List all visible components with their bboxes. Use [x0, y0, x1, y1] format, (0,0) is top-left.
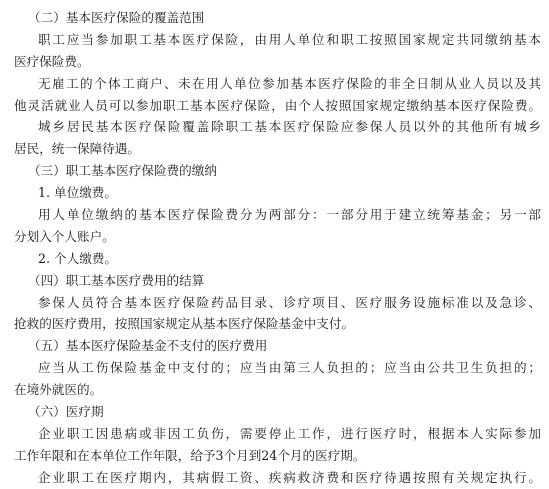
section-6-p2-line1: 企业职工在医疗期内，其病假工资、疾病救济费和医疗待遇按照有关规定执行。 [38, 469, 541, 485]
section-2-heading: （二）基本医疗保险的覆盖范围 [28, 10, 205, 25]
section-2-p1-line2: 医疗保险费。 [14, 53, 90, 69]
section-5-p1-line2: 在境外就医的。 [14, 382, 103, 398]
section-4-p1-line2: 抢救的医疗费用，按照国家规定从基本医疗保险基金中支付。 [14, 316, 355, 332]
section-4-heading: （四）职工基本医疗费用的结算 [28, 272, 205, 288]
section-3-p1-line1: 用人单位缴纳的基本医疗保险费分为两部分：一部分用于建立统筹基金；另一部 [38, 207, 541, 223]
section-5-p1-line1: 应当从工伤保险基金中支付的；应当由第三人负担的；应当由公共卫生负担的； [38, 360, 541, 376]
section-6-p1-line1: 企业职工因患病或非因工负伤，需要停止工作，进行医疗时，根据本人实际参加 [38, 425, 541, 441]
section-3-heading: （三）职工基本医疗保险费的缴纳 [28, 163, 217, 179]
section-3-sub1: 1. 单位缴费。 [38, 185, 117, 201]
section-2-p1-line1: 职工应当参加职工基本医疗保险，由用人单位和职工按照国家规定共同缴纳基本 [38, 31, 541, 47]
section-6-p1-line2: 工作年限和在本单位工作年限，给予3个月到24个月的医疗期。 [14, 447, 366, 463]
section-2-p2-line1: 无雇工的个体工商户、未在用人单位参加基本医疗保险的非全日制从业人员以及其 [38, 75, 541, 91]
section-3-p1-line2: 分划入个人账户。 [14, 228, 115, 244]
section-6-heading: （六）医疗期 [28, 404, 104, 420]
section-3-sub2: 2. 个人缴费。 [38, 250, 117, 266]
section-2-p2-line2: 他灵活就业人员可以参加职工基本医疗保险，由个人按照国家规定缴纳基本医疗保险费。 [14, 97, 541, 113]
section-2-p3-line2: 居民，统一保障待遇。 [14, 141, 140, 157]
section-2-p3-line1: 城乡居民基本医疗保险覆盖除职工基本医疗保险应参保人员以外的其他所有城乡 [38, 119, 541, 135]
section-4-p1-line1: 参保人员符合基本医疗保险药品目录、诊疗项目、医疗服务设施标准以及急诊、 [38, 294, 541, 310]
section-5-heading: （五）基本医疗保险基金不支付的医疗费用 [28, 338, 268, 354]
